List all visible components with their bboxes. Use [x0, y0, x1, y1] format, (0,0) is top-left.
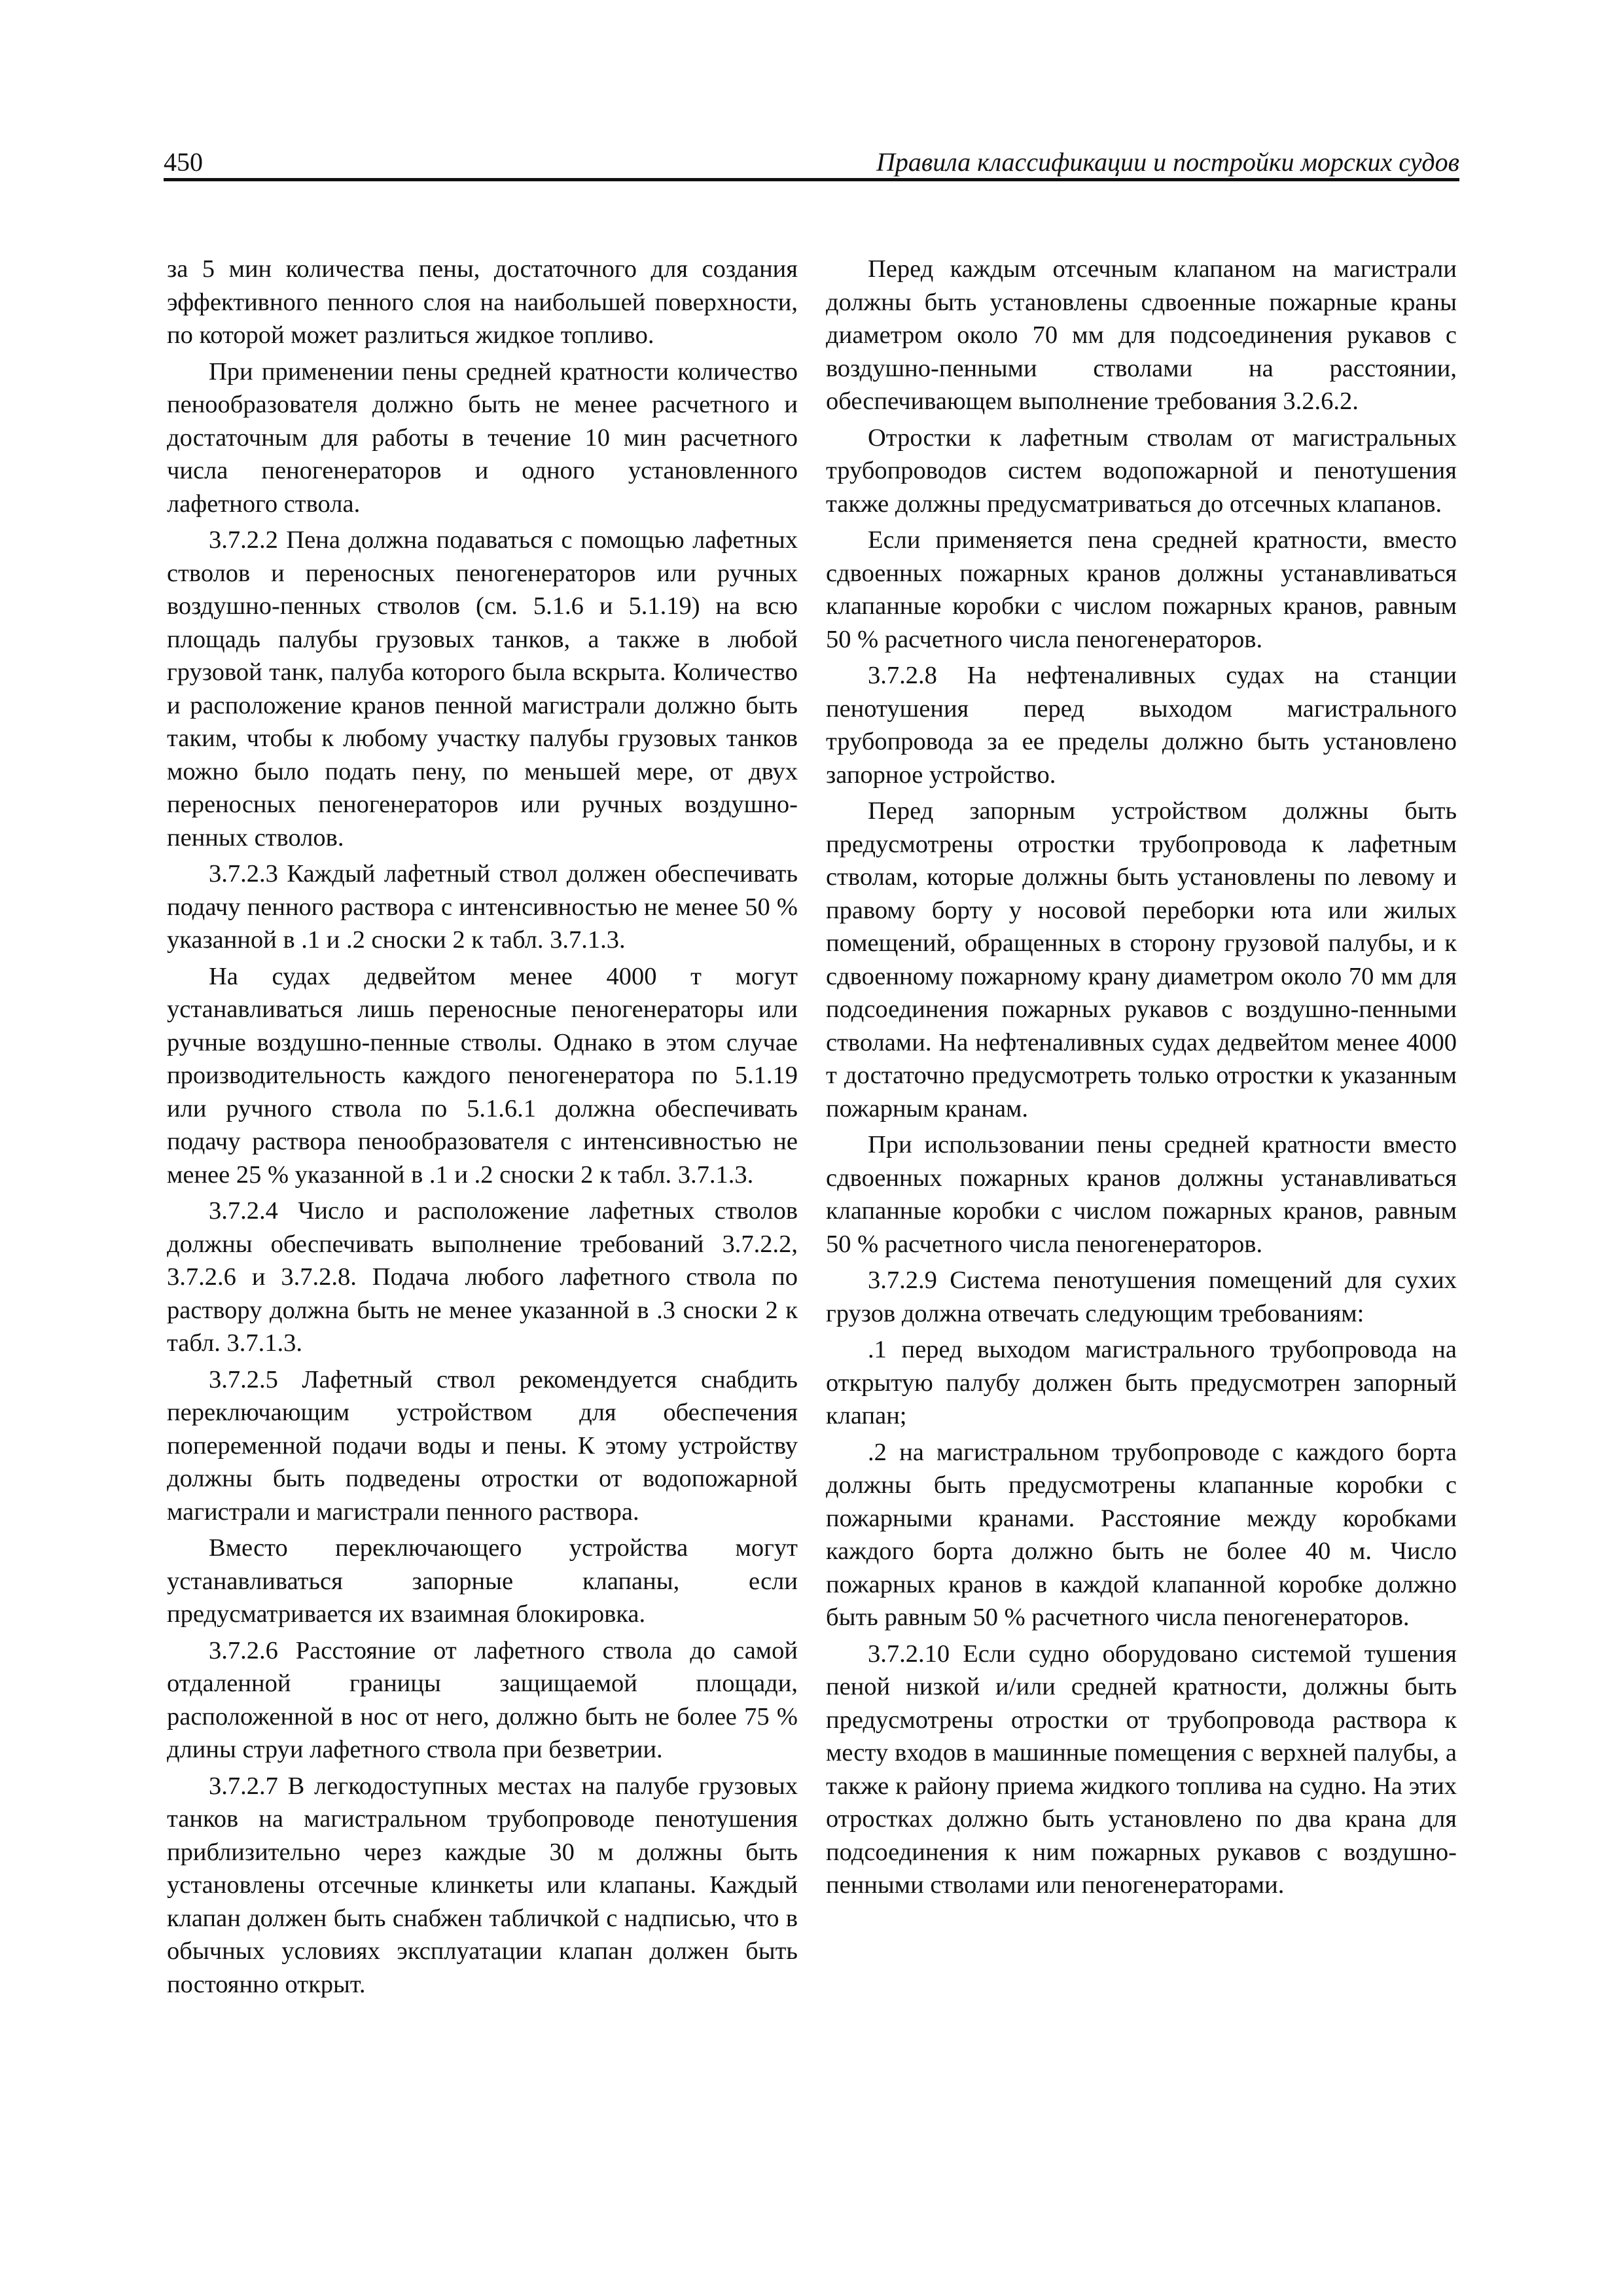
section-number: 3.7.2.9	[868, 1266, 937, 1294]
section-number: 3.7.2.6	[209, 1636, 278, 1664]
page-header	[164, 140, 1459, 179]
paragraph-text: Лафетный ствол рекомендуется снабдить переключающим устройством для обеспечения попеременной подачи воды и пены. К этому устройству должны быть подведены отростки от водопожарной магистрали и магистрали пенного раствора.	[167, 1365, 798, 1526]
paragraph	[167, 1770, 798, 2001]
paragraph: Вместо переключающего устройства могут устанавливаться запорные клапаны, если предусматривается их взаимная блокировка.	[167, 1534, 798, 1628]
paragraph: Перед каждым отсечным клапаном на магистрали должны быть установлены сдвоенные пожарные краны диаметром около 70 мм для подсоединения рукавов с воздушно-пенными стволами на расстоянии, обеспечивающем выполнение требования 3.2.6.2.	[826, 255, 1457, 415]
section-number: 3.7.2.3	[209, 860, 278, 888]
paragraph: Перед запорным устройством должны быть предусмотрены отростки трубопровода к лафетным стволам, которые должны быть установлены по левому и правому борту у носовой переборки юта или жилых помещений, обращенных в сторону грузовой палубы, и к сдвоенному пожарному крану диаметром около 70 мм для подсоединения пожарных рукавов с воздушно-пенными стволами. На нефтеналивных судах дедвейтом менее 4000 т достаточно предусмотреть только отростки к указанным пожарным кранам.	[826, 797, 1457, 1122]
section-number: 3.7.2.7	[209, 1772, 278, 1800]
paragraph: При использовании пены средней кратности вместо сдвоенных пожарных кранов должны устанавливаться клапанные коробки с числом пожарных кранов, равным 50 % расчетного числа пеногенераторов.	[826, 1131, 1457, 1258]
section-number: 3.7.2.2	[209, 526, 278, 554]
paragraph-text: Если судно оборудовано системой тушения пеной низкой и/или средней кратности, должны быть предусмотрены отростки от трубопровода раствора к месту входов в машинные помещения с верхней палубы, а также к району приема жидкого топлива на судно. На этих отростках должно быть установлено по два крана для подсоединения к ним пожарных рукавов с воздушно-пенными стволами или пеногенераторами.	[826, 1640, 1457, 1899]
paragraph	[167, 524, 798, 854]
paragraph: Если применяется пена средней кратности, вместо сдвоенных пожарных кранов должны устанавливаться клапанные коробки с числом пожарных кранов, равным 50 % расчетного числа пеногенераторов.	[826, 526, 1457, 653]
paragraph-text: Расстояние от лафетного ствола до самой отдаленной границы защищаемой площади, расположенной в нос от него, должно быть не более 75 % длины струи лафетного ствола при безветрии.	[167, 1636, 798, 1763]
list-item: .1 перед выходом магистрального трубопровода на открытую палубу должен быть предусмотрен запорный клапан;	[826, 1336, 1457, 1429]
paragraph	[167, 1194, 798, 1360]
section-number: 3.7.2.10	[868, 1640, 950, 1668]
right-column	[826, 253, 1457, 1905]
paragraph: за 5 мин количества пены, достаточного для создания эффективного пенного слоя на наибольшей поверхности, по которой может разлиться жидкое топливо.	[167, 255, 798, 349]
left-column	[167, 253, 798, 2004]
paragraph	[167, 857, 798, 957]
paragraph	[826, 659, 1457, 791]
section-number: 3.7.2.5	[209, 1365, 278, 1393]
paragraph-text: Система пенотушения помещений для сухих грузов должна отвечать следующим требованиям:	[826, 1266, 1457, 1327]
paragraph	[826, 1638, 1457, 1902]
paragraph	[826, 1264, 1457, 1330]
paragraph: При применении пены средней кратности количество пенообразователя должно быть не менее расчетного и достаточным для работы в течение 10 мин расчетного числа пеногенераторов и одного установленного лафетного ствола.	[167, 357, 798, 518]
paragraph-text: Каждый лафетный ствол должен обеспечивать подачу пенного раствора с интенсивностью не менее 50 % указанной в .1 и .2 сноски 2 к табл. 3.7.1.3.	[167, 860, 798, 954]
paragraph: Отростки к лафетным стволам от магистральных трубопроводов систем водопожарной и пенотушения также должны предусматриваться до отсечных клапанов.	[826, 423, 1457, 518]
page-number: 450	[164, 147, 203, 177]
paragraph	[167, 1634, 798, 1767]
section-number: 3.7.2.4	[209, 1197, 278, 1225]
paragraph-text: Пена должна подаваться с помощью лафетных стволов и переносных пеногенераторов или ручных воздушно-пенных стволов (см. 5.1.6 и 5.1.19) на всю площадь палубы грузовых танков, а также в любой грузовой танк, палуба которого была вскрыта. Количество и расположение кранов пенной магистрали должно быть таким, чтобы к любому участку палубы грузовых танков можно было подать пену, по меньшей мере, от двух переносных пеногенераторов или ручных воздушно-пенных стволов.	[167, 526, 798, 852]
section-number: 3.7.2.8	[868, 662, 937, 689]
paragraph-text: На нефтеналивных судах на станции пенотушения перед выходом магистрального трубопровода за ее пределы должно быть установлено запорное устройство.	[826, 662, 1457, 789]
paragraph-text: Число и расположение лафетных стволов должны обеспечивать выполнение требований 3.7.2.2, 3.7.2.6 и 3.7.2.8. Подача любого лафетного ствола по раствору должна быть не менее указанной в .3 сноски 2 к табл. 3.7.1.3.	[167, 1197, 798, 1357]
paragraph-text: В легкодоступных местах на палубе грузовых танков на магистральном трубопроводе пенотушения приблизительно через каждые 30 м должны быть установлены отсечные клинкеты или клапаны. Каждый клапан должен быть снабжен табличкой с надписью, что в обычных условиях эксплуатации клапан должен быть постоянно открыт.	[167, 1772, 798, 1998]
paragraph	[167, 1363, 798, 1529]
running-title: Правила классификации и постройки морских судов	[876, 147, 1459, 177]
paragraph: На судах дедвейтом менее 4000 т могут устанавливаться лишь переносные пеногенераторы или ручные воздушно-пенные стволы. Однако в этом случае производительность каждого пеногенератора по 5.1.19 или ручного ствола по 5.1.6.1 должна обеспечивать подачу раствора пенообразователя с интенсивностью не менее 25 % указанной в .1 и .2 сноски 2 к табл. 3.7.1.3.	[167, 962, 798, 1189]
header-rule	[164, 178, 1459, 181]
list-item: .2 на магистральном трубопроводе с каждого борта должны быть предусмотрены клапанные коробки с пожарными кранами. Расстояние между коробками каждого борта должно быть не более 40 м. Число пожарных кранов в каждой клапанной коробке должно быть равным 50 % расчетного числа пеногенераторов.	[826, 1438, 1457, 1631]
